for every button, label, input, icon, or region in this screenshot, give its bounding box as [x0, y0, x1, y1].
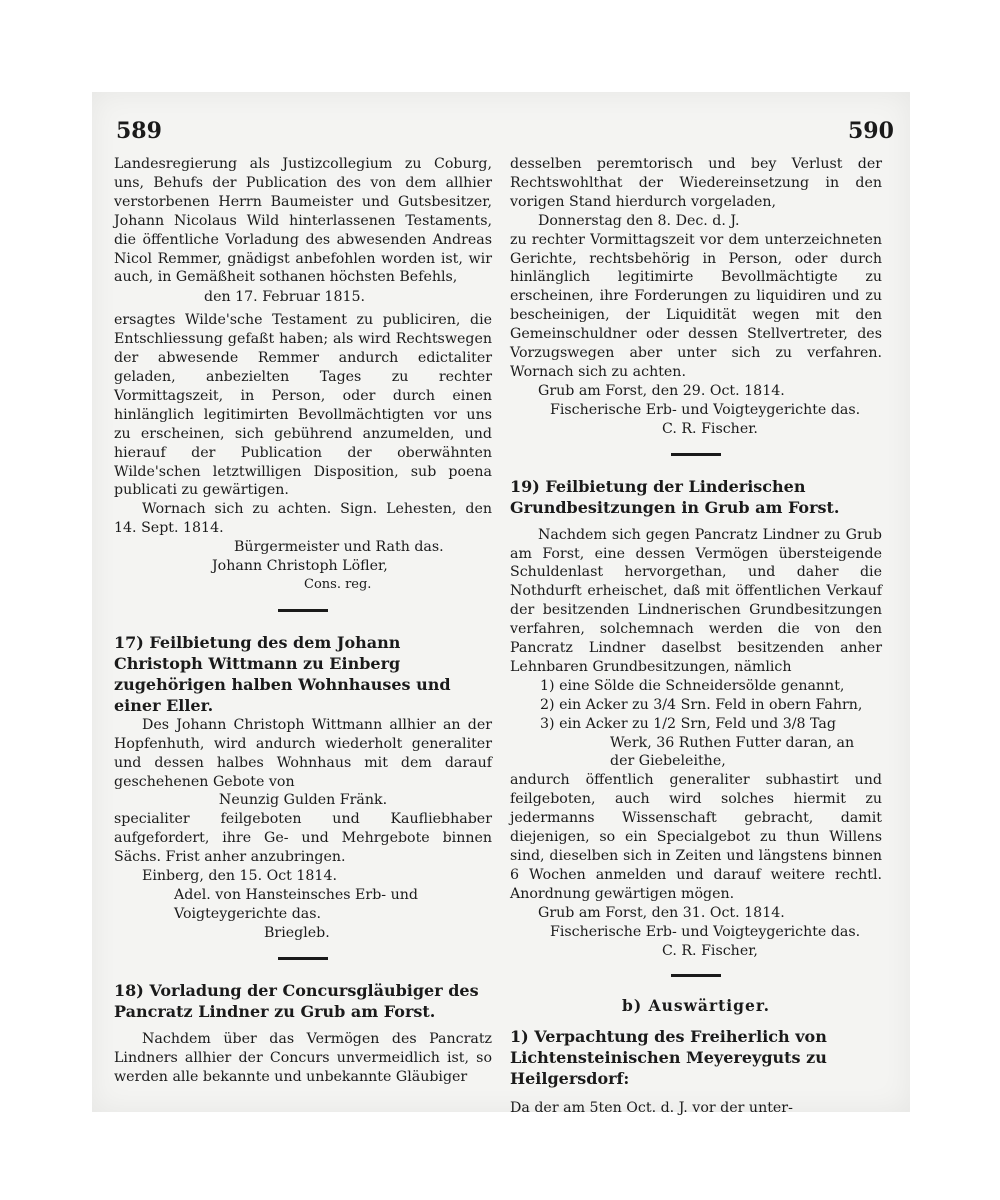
left-column — [114, 155, 492, 1086]
list-item: 2) ein Acker zu 3/4 Srn. Feld in obern Fahrn, — [540, 696, 863, 713]
continuation-place-date: Grub am Forst, den 29. Oct. 1814. — [538, 382, 785, 399]
section-17-heading: 17) Feilbietung des dem Johann Christoph Wittmann zu Einberg zugehörigen halben Wohnhauses und einer Eller. — [114, 632, 451, 715]
intro-paragraph-2: ersagtes Wilde'sche Testament zu publiciren, die Entschliessung gefaßt haben; als wird Rechtswegen der abwesende Remmer andurch edictaliter geladen, anbezielten Tages zu rechter Vormittagszeit, in Person, oder durch einen hinlänglich legitimirten Bevollmächtigten vor uns zu erscheinen, sich gebührend anzumelden, und hierauf der Publication der oberwähnten Wilde'schen letztwilligen Disposition, sub poena publicati zu gewärtigen. — [114, 312, 492, 499]
section-19-text-2: andurch öffentlich generaliter subhastirt und feilgeboten, auch wird solches hiermit zu jedermanns Wissenschaft gebracht, damit diejenigen, so ein Specialgebot zu thun Willens sind, dieselben sich in Zeiten und längstens binnen 6 Wochen anmelden und darauf weitere rechtl. Anordnung gewärtigen mögen. — [510, 772, 882, 902]
section-17-text-2: specialiter feilgeboten und Kaufliebhaber aufgefordert, ihre Ge- und Mehrgebote binnen Sächs. Frist anher anzubringen. — [114, 811, 492, 866]
section-divider — [278, 609, 328, 612]
list-item: 3) ein Acker zu 1/2 Srn, Feld und 3/8 Tag — [540, 715, 836, 732]
right-column — [510, 155, 882, 1118]
page-number-left: 589 — [116, 118, 162, 144]
section-19-signature-2: C. R. Fischer, — [662, 942, 758, 959]
section-17-amount: Neunzig Gulden Fränk. — [218, 792, 388, 809]
section-17-date: Einberg, den 15. Oct 1814. — [142, 868, 337, 885]
section-19-signature-1: Fischerische Erb- und Voigteygerichte das. — [550, 923, 861, 940]
section-19-heading: 19) Feilbietung der Linderischen Grundbesitzungen in Grub am Forst. — [510, 476, 840, 517]
section-b-heading: b) Auswärtiger. — [621, 996, 771, 1016]
page-number-right: 590 — [848, 118, 894, 144]
intro-paragraph: Landesregierung als Justizcollegium zu Coburg, uns, Behufs der Publication des von dem allhier verstorbenen Herrn Baumeister und Gutsbesitzer, Johann Nicolaus Wild hinterlassenen Testaments, die öffentliche Vorladung des abwesenden Andreas Nicol Remmer, gnädigst anbefohlen worden ist, wir auch, in Gemäßheit sothanen höchsten Befehls, — [114, 156, 492, 286]
section-divider — [671, 453, 721, 456]
section-b1-text: Da der am 5ten Oct. d. J. vor der unter- — [510, 1100, 793, 1117]
section-17-signature-1: Adel. von Hansteinsches Erb- und Voigteygerichte das. — [174, 887, 418, 922]
intro-signature-2: Johann Christoph Löfler, — [212, 558, 388, 575]
list-item-continuation: der Giebeleithe, — [610, 753, 726, 770]
intro-signature-1: Bürgermeister und Rath das. — [234, 539, 444, 556]
continuation-signature-2: C. R. Fischer. — [662, 420, 758, 437]
section-divider — [671, 974, 721, 977]
section-19-place-date: Grub am Forst, den 31. Oct. 1814. — [538, 904, 785, 921]
section-17-text: Des Johann Christoph Wittmann allhier an der Hopfenhuth, wird andurch wiederholt generaliter und dessen halbes Wohnhaus mit dem darauf geschehenen Gebote von — [114, 716, 492, 790]
continuation-text: desselben peremtorisch und bey Verlust der Rechtswohlthat der Wiedereinsetzung in den vorigen Stand hierdurch vorgeladen, — [510, 156, 882, 210]
intro-closing: Wornach sich zu achten. Sign. Lehesten, den 14. Sept. 1814. — [114, 501, 492, 537]
section-19-text: Nachdem sich gegen Pancratz Lindner zu Grub am Forst, eine dessen Vermögen übersteigende Schuldenlast hervorgethan, und daher die Nothdurft erheischet, daß mit öffentlichen Verkauf der besitzenden Lindnerischen Grundbesitzungen verfahren, solchemnach werden die von den Pancratz Lindner daselbst besitzenden anher Lehnbaren Grundbesitzungen, nämlich — [510, 526, 882, 675]
continuation-date: Donnerstag den 8. Dec. d. J. — [538, 212, 740, 229]
section-divider — [278, 957, 328, 960]
section-b1-heading: 1) Verpachtung des Freiherlich von Lichtensteinischen Meyereyguts zu Heilgersdorf: — [510, 1027, 827, 1089]
section-17-signature-2: Briegleb. — [264, 924, 330, 941]
intro-signature-3: Cons. reg. — [304, 576, 372, 592]
continuation-text-2: zu rechter Vormittagszeit vor dem unterzeichneten Gerichte, rechtsbehörig in Person, oder durch hinlänglich legitimirte Bevollmächtigte zu erscheinen, ihre Forderungen zu liquidiren und zu bescheinigen, der Liquidität wegen mit den Gemeinschuldner oder dessen Stellvertreter, des Vorzugswegen aber unter sich zu verfahren. Wornach sich zu achten. — [510, 231, 882, 380]
continuation-signature-1: Fischerische Erb- und Voigteygerichte das. — [550, 401, 861, 418]
section-18-text: Nachdem über das Vermögen des Pancratz Lindners allhier der Concurs unvermeidlich ist, so werden alle bekannte und unbekannte Gläubiger — [114, 1030, 492, 1085]
intro-date: den 17. Februar 1815. — [204, 289, 366, 306]
section-18-heading: 18) Vorladung der Concursgläubiger des Pancratz Lindner zu Grub am Forst. — [114, 980, 479, 1021]
list-item-continuation: Werk, 36 Ruthen Futter daran, an — [610, 734, 855, 751]
list-item: 1) eine Sölde die Schneidersölde genannt, — [540, 677, 845, 694]
